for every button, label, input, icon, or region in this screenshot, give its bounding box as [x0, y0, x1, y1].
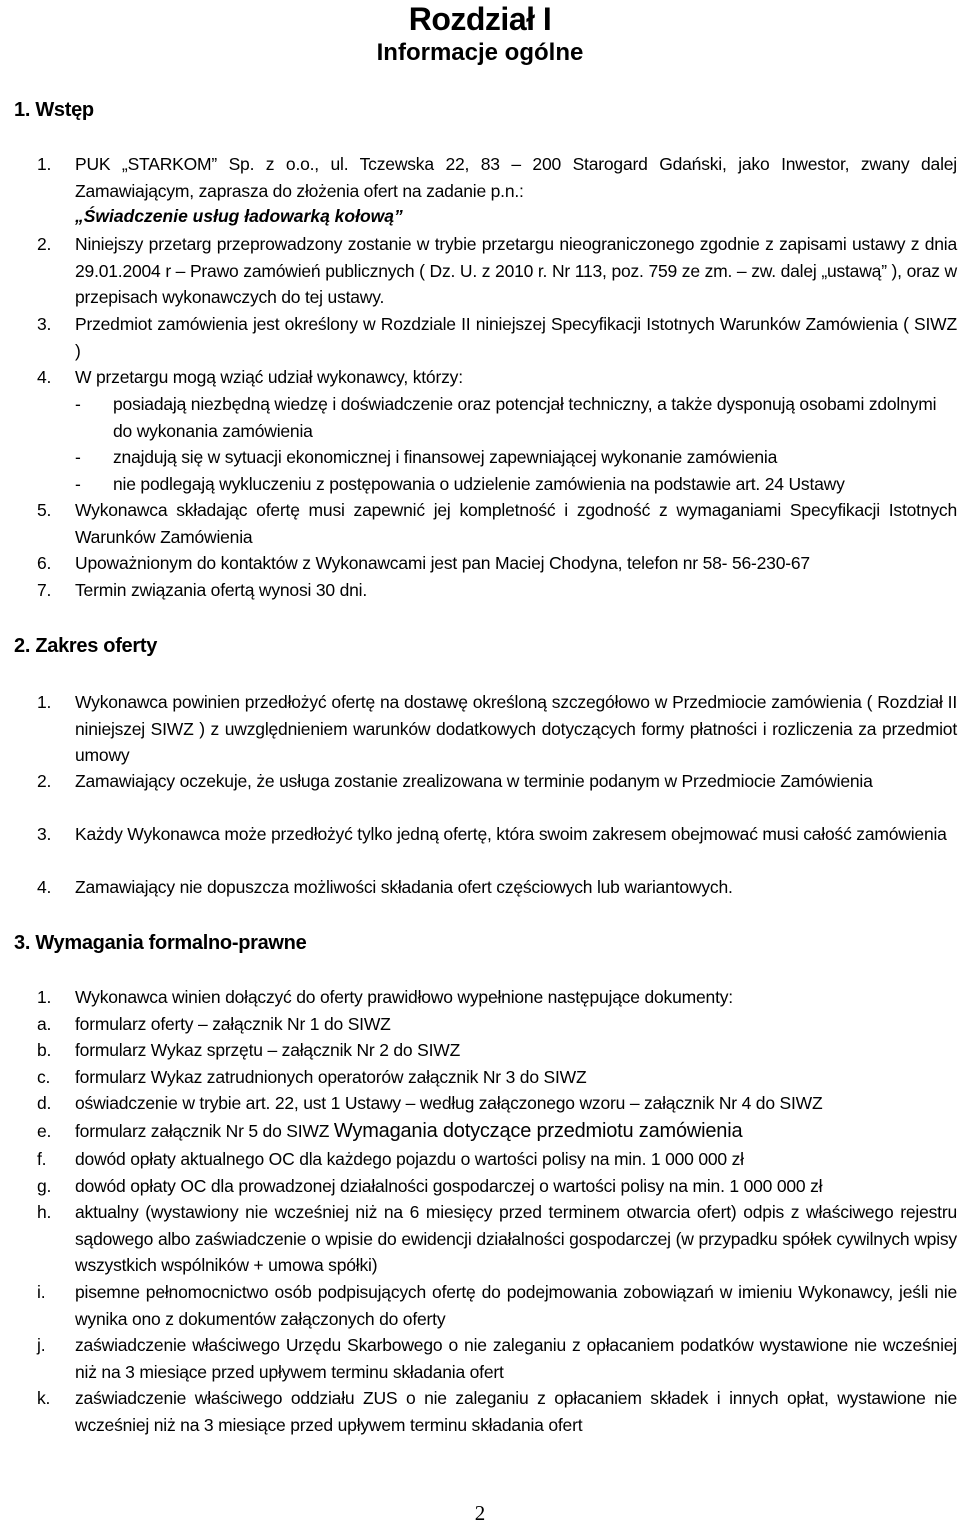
item-number: 1.: [37, 987, 52, 1007]
page-number: 2: [474, 1501, 486, 1525]
list-item: [37, 151, 957, 204]
item-number: 6.: [37, 553, 52, 573]
item-text: Wykonawca powinien przedłożyć ofertę na dostawę określoną szczegółowo w Przedmiocie zamówienia ( Rozdział II niniejszej SIWZ ) z uwzględnieniem warunków dodatkowych dotyczących formy płatności i rozliczenia za przedmiot umowy: [75, 692, 957, 765]
item-letter: g.: [37, 1176, 52, 1196]
dash-item: [75, 471, 957, 498]
list-item: [37, 1011, 957, 1038]
item-number: 4.: [37, 367, 52, 387]
item-number: 3.: [37, 824, 52, 844]
item-text: Niniejszy przetarg przeprowadzony zostanie w trybie przetargu nieograniczonego zgodnie z zapisami ustawy z dnia 29.01.2004 r – Prawo zamówień publicznych ( Dz. U. z 2010 r. Nr 113, poz. 759 ze zm. – zw. dalej „ustawą” ), oraz w przepisach wykonawczych do tej ustawy.: [75, 234, 957, 307]
list-item: [37, 1037, 957, 1064]
item-text: zaświadczenie właściwego oddziału ZUS o nie zaleganiu z opłacaniem składek i innych opłat, wystawione nie wcześniej niż na 3 miesiące przed upływem terminu składania ofert: [75, 1388, 957, 1435]
item-text: Każdy Wykonawca może przedłożyć tylko jedną ofertę, która swoim zakresem obejmować musi całość zamówienia: [75, 824, 947, 844]
item-text: pisemne pełnomocnictwo osób podpisujących ofertę do podejmowania zobowiązań w imieniu Wykonawcy, jeśli nie wynika ono z dokumentów załączonych do oferty: [75, 1282, 957, 1329]
item-text: Upoważnionym do kontaktów z Wykonawcami jest pan Maciej Chodyna, telefon nr 58- 56-230-67: [75, 553, 810, 573]
item-text: formularz załącznik Nr 5 do SIWZ: [75, 1121, 330, 1141]
list-item: [37, 1146, 957, 1173]
section-heading-zakres-oferty: 2. Zakres oferty: [14, 635, 158, 657]
list-item: [37, 768, 957, 795]
item-letter: h.: [37, 1202, 52, 1222]
item-number: 1.: [37, 154, 52, 174]
chapter-title: Rozdział I: [408, 1, 552, 37]
item-letter: d.: [37, 1093, 52, 1113]
list-item: [37, 1199, 957, 1279]
list-item: [37, 497, 957, 550]
item-text: dowód opłaty aktualnego OC dla każdego pojazdu o wartości polisy na min. 1 000 000 zł: [75, 1149, 744, 1169]
item-letter: a.: [37, 1014, 52, 1034]
item-number: 7.: [37, 580, 52, 600]
dash-item: [75, 391, 957, 444]
item-text: nie podlegają wykluczeniu z postępowania o udzielenie zamówienia na podstawie art. 24 Ustawy: [113, 474, 845, 494]
item-letter: f.: [37, 1149, 47, 1169]
item-text: Przedmiot zamówienia jest określony w Rozdziale II niniejszej Specyfikacji Istotnych Warunków Zamówienia ( SIWZ ): [75, 314, 957, 361]
list-item: [37, 577, 957, 604]
list-item: [37, 984, 957, 1011]
item-text: aktualny (wystawiony nie wcześniej niż na 6 miesięcy przed terminem otwarcia ofert) odpis z właściwego rejestru sądowego albo zaświadczenie o wpisie do ewidencji działalności gospodarczej (w przypadku spółek cywilnych wpisy wszystkich wspólników + umowa spółki): [75, 1202, 957, 1275]
section-heading-wstep: 1. Wstęp: [14, 99, 94, 121]
chapter-subtitle: Informacje ogólne: [376, 39, 584, 66]
item-number: 3.: [37, 314, 52, 334]
item-letter: b.: [37, 1040, 52, 1060]
list-item: [37, 689, 957, 769]
item-text: Wykonawca winien dołączyć do oferty prawidłowo wypełnione następujące dokumenty:: [75, 987, 733, 1007]
task-name: „Świadczenie usług ładowarką kołową”: [75, 206, 403, 226]
list-item: [37, 874, 957, 901]
item-text: formularz Wykaz sprzętu – załącznik Nr 2 do SIWZ: [75, 1040, 461, 1060]
list-item: [37, 821, 957, 848]
item-letter: e.: [37, 1121, 52, 1141]
item-text: formularz oferty – załącznik Nr 1 do SIWZ: [75, 1014, 391, 1034]
item-dash: -: [75, 394, 81, 414]
list-item: [37, 231, 957, 311]
item-text: W przetargu mogą wziąć udział wykonawcy, którzy:: [75, 367, 463, 387]
item-text: oświadczenie w trybie art. 22, ust 1 Ustawy – według załączonego wzoru – załącznik Nr 4 do SIWZ: [75, 1093, 823, 1113]
list-item: [37, 1090, 957, 1117]
item-text: zaświadczenie właściwego Urzędu Skarbowego o nie zaleganiu z opłacaniem podatków wystawione nie wcześniej niż na 3 miesiące przed upływem terminu składania ofert: [75, 1335, 957, 1382]
list-item: [37, 364, 957, 391]
list-item: [37, 550, 957, 577]
item-text: Zamawiający oczekuje, że usługa zostanie zrealizowana w terminie podanym w Przedmiocie Zamówienia: [75, 771, 873, 791]
item-dash: -: [75, 447, 81, 467]
list-item: [37, 1332, 957, 1385]
item-dash: -: [75, 474, 81, 494]
item-text: Wykonawca składając ofertę musi zapewnić jej kompletność i zgodność z wymaganiami Specyfikacji Istotnych Warunków Zamówienia: [75, 500, 957, 547]
list-item: [37, 311, 957, 364]
dash-item: [75, 444, 957, 471]
item-number: 1.: [37, 692, 52, 712]
item-text: znajdują się w sytuacji ekonomicznej i finansowej zapewniającej wykonanie zamówienia: [113, 447, 778, 467]
list-item: [37, 1279, 957, 1332]
list-item: [37, 1385, 957, 1438]
list-item: [37, 1173, 957, 1200]
item-text: posiadają niezbędną wiedzę i doświadczenie oraz potencjał techniczny, a także dysponują osobami zdolnymi do wykonania zamówienia: [113, 394, 937, 441]
item-letter: k.: [37, 1388, 51, 1408]
item-text: formularz Wykaz zatrudnionych operatorów załącznik Nr 3 do SIWZ: [75, 1067, 587, 1087]
list-item: [37, 1118, 957, 1145]
item-text: PUK „STARKOM” Sp. z o.o., ul. Tczewska 22, 83 – 200 Starogard Gdański, jako Inwestor, zwany dalej Zamawiającym, zaprasza do złożenia ofert na zadanie p.n.:: [75, 154, 957, 201]
item-letter: j.: [37, 1335, 46, 1355]
item-text: Zamawiający nie dopuszcza możliwości składania ofert częściowych lub wariantowych.: [75, 877, 733, 897]
section-heading-wymagania: 3. Wymagania formalno-prawne: [14, 932, 307, 954]
item-text: dowód opłaty OC dla prowadzonej działalności gospodarczej o wartości polisy na min. 1 000 000 zł: [75, 1176, 823, 1196]
item-letter: c.: [37, 1067, 51, 1087]
item-letter: i.: [37, 1282, 46, 1302]
item-number: 2.: [37, 771, 52, 791]
list-item: [37, 1064, 957, 1091]
item-text-large: Wymagania dotyczące przedmiotu zamówienia: [333, 1120, 743, 1142]
item-number: 2.: [37, 234, 52, 254]
item-number: 5.: [37, 500, 52, 520]
item-number: 4.: [37, 877, 52, 897]
item-text: Termin związania ofertą wynosi 30 dni.: [75, 580, 367, 600]
